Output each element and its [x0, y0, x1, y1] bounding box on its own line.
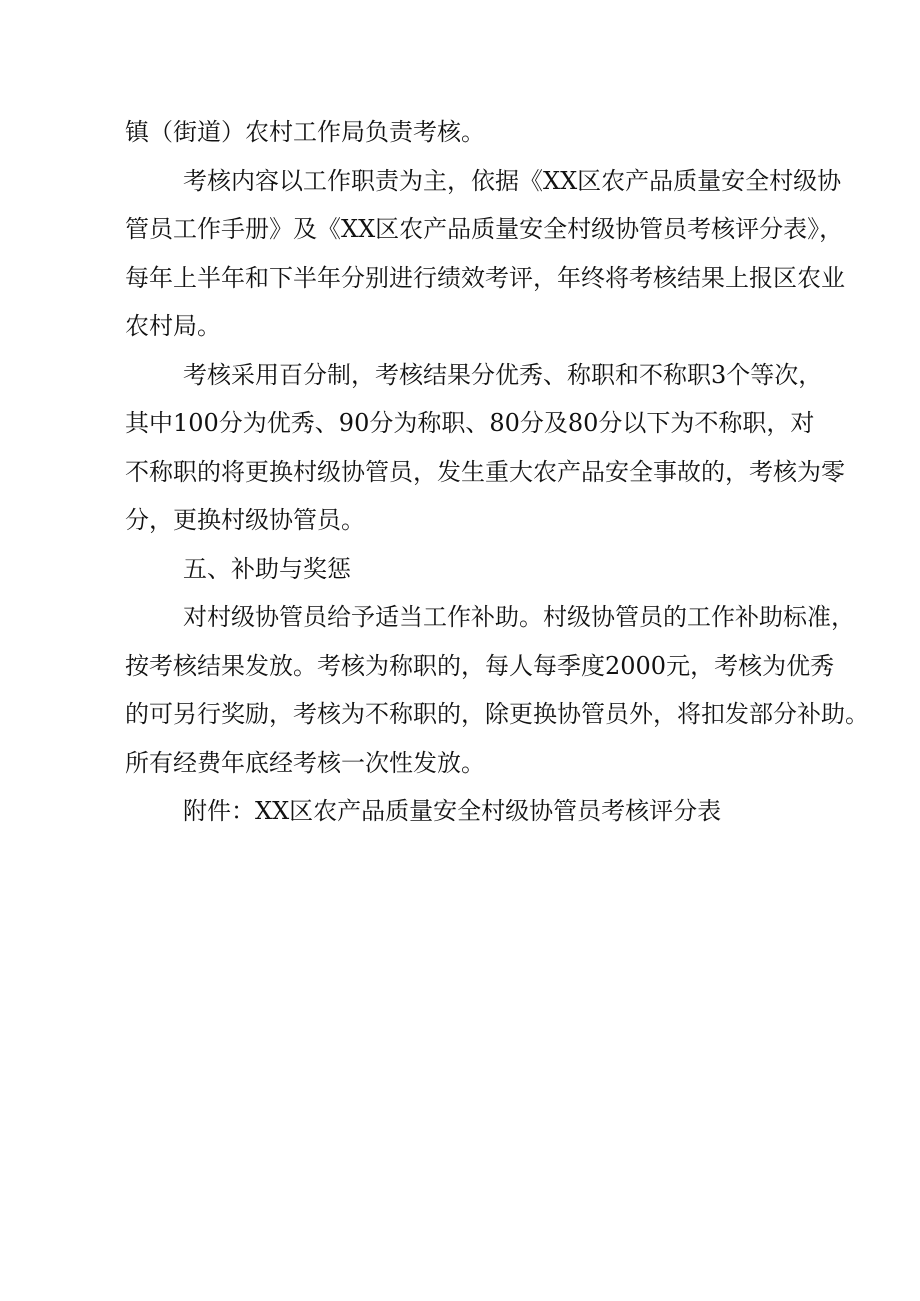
document-body — [125, 108, 869, 836]
paragraph-line: 镇（街道）农村工作局负责考核。 — [125, 118, 485, 146]
paragraph-line: 所有经费年底经考核一次性发放。 — [125, 748, 485, 777]
paragraph-line: 考核内容以工作职责为主，依据《XX区农产品质量安全村级协 — [183, 166, 842, 195]
paragraph-line: 对村级协管员给予适当工作补助。村级协管员的工作补助标准， — [183, 603, 855, 631]
paragraph-line: 其中100分为优秀、90分为称职、80分及80分以下为不称职，对 — [125, 409, 815, 437]
attachment-line: 附件：XX区农产品质量安全村级协管员考核评分表 — [183, 797, 722, 825]
paragraph-line: 的可另行奖励，考核为不称职的，除更换协管员外，将扣发部分补助。 — [125, 700, 869, 728]
paragraph-line: 管员工作手册》及《XX区农产品质量安全村级协管员考核评分表》， — [125, 215, 844, 243]
paragraph-line: 按考核结果发放。考核为称职的，每人每季度2000元，考核为优秀 — [125, 651, 835, 680]
section-heading: 五、补助与奖惩 — [183, 554, 351, 583]
paragraph-line: 每年上半年和下半年分别进行绩效考评，年终将考核结果上报区农业 — [125, 263, 845, 292]
paragraph-line: 不称职的将更换村级协管员，发生重大农产品安全事故的，考核为零 — [125, 457, 845, 486]
paragraph-line: 分，更换村级协管员。 — [125, 506, 365, 534]
paragraph-line: 考核采用百分制，考核结果分优秀、称职和不称职3个等次， — [183, 360, 823, 389]
paragraph-line: 农村局。 — [125, 312, 221, 340]
